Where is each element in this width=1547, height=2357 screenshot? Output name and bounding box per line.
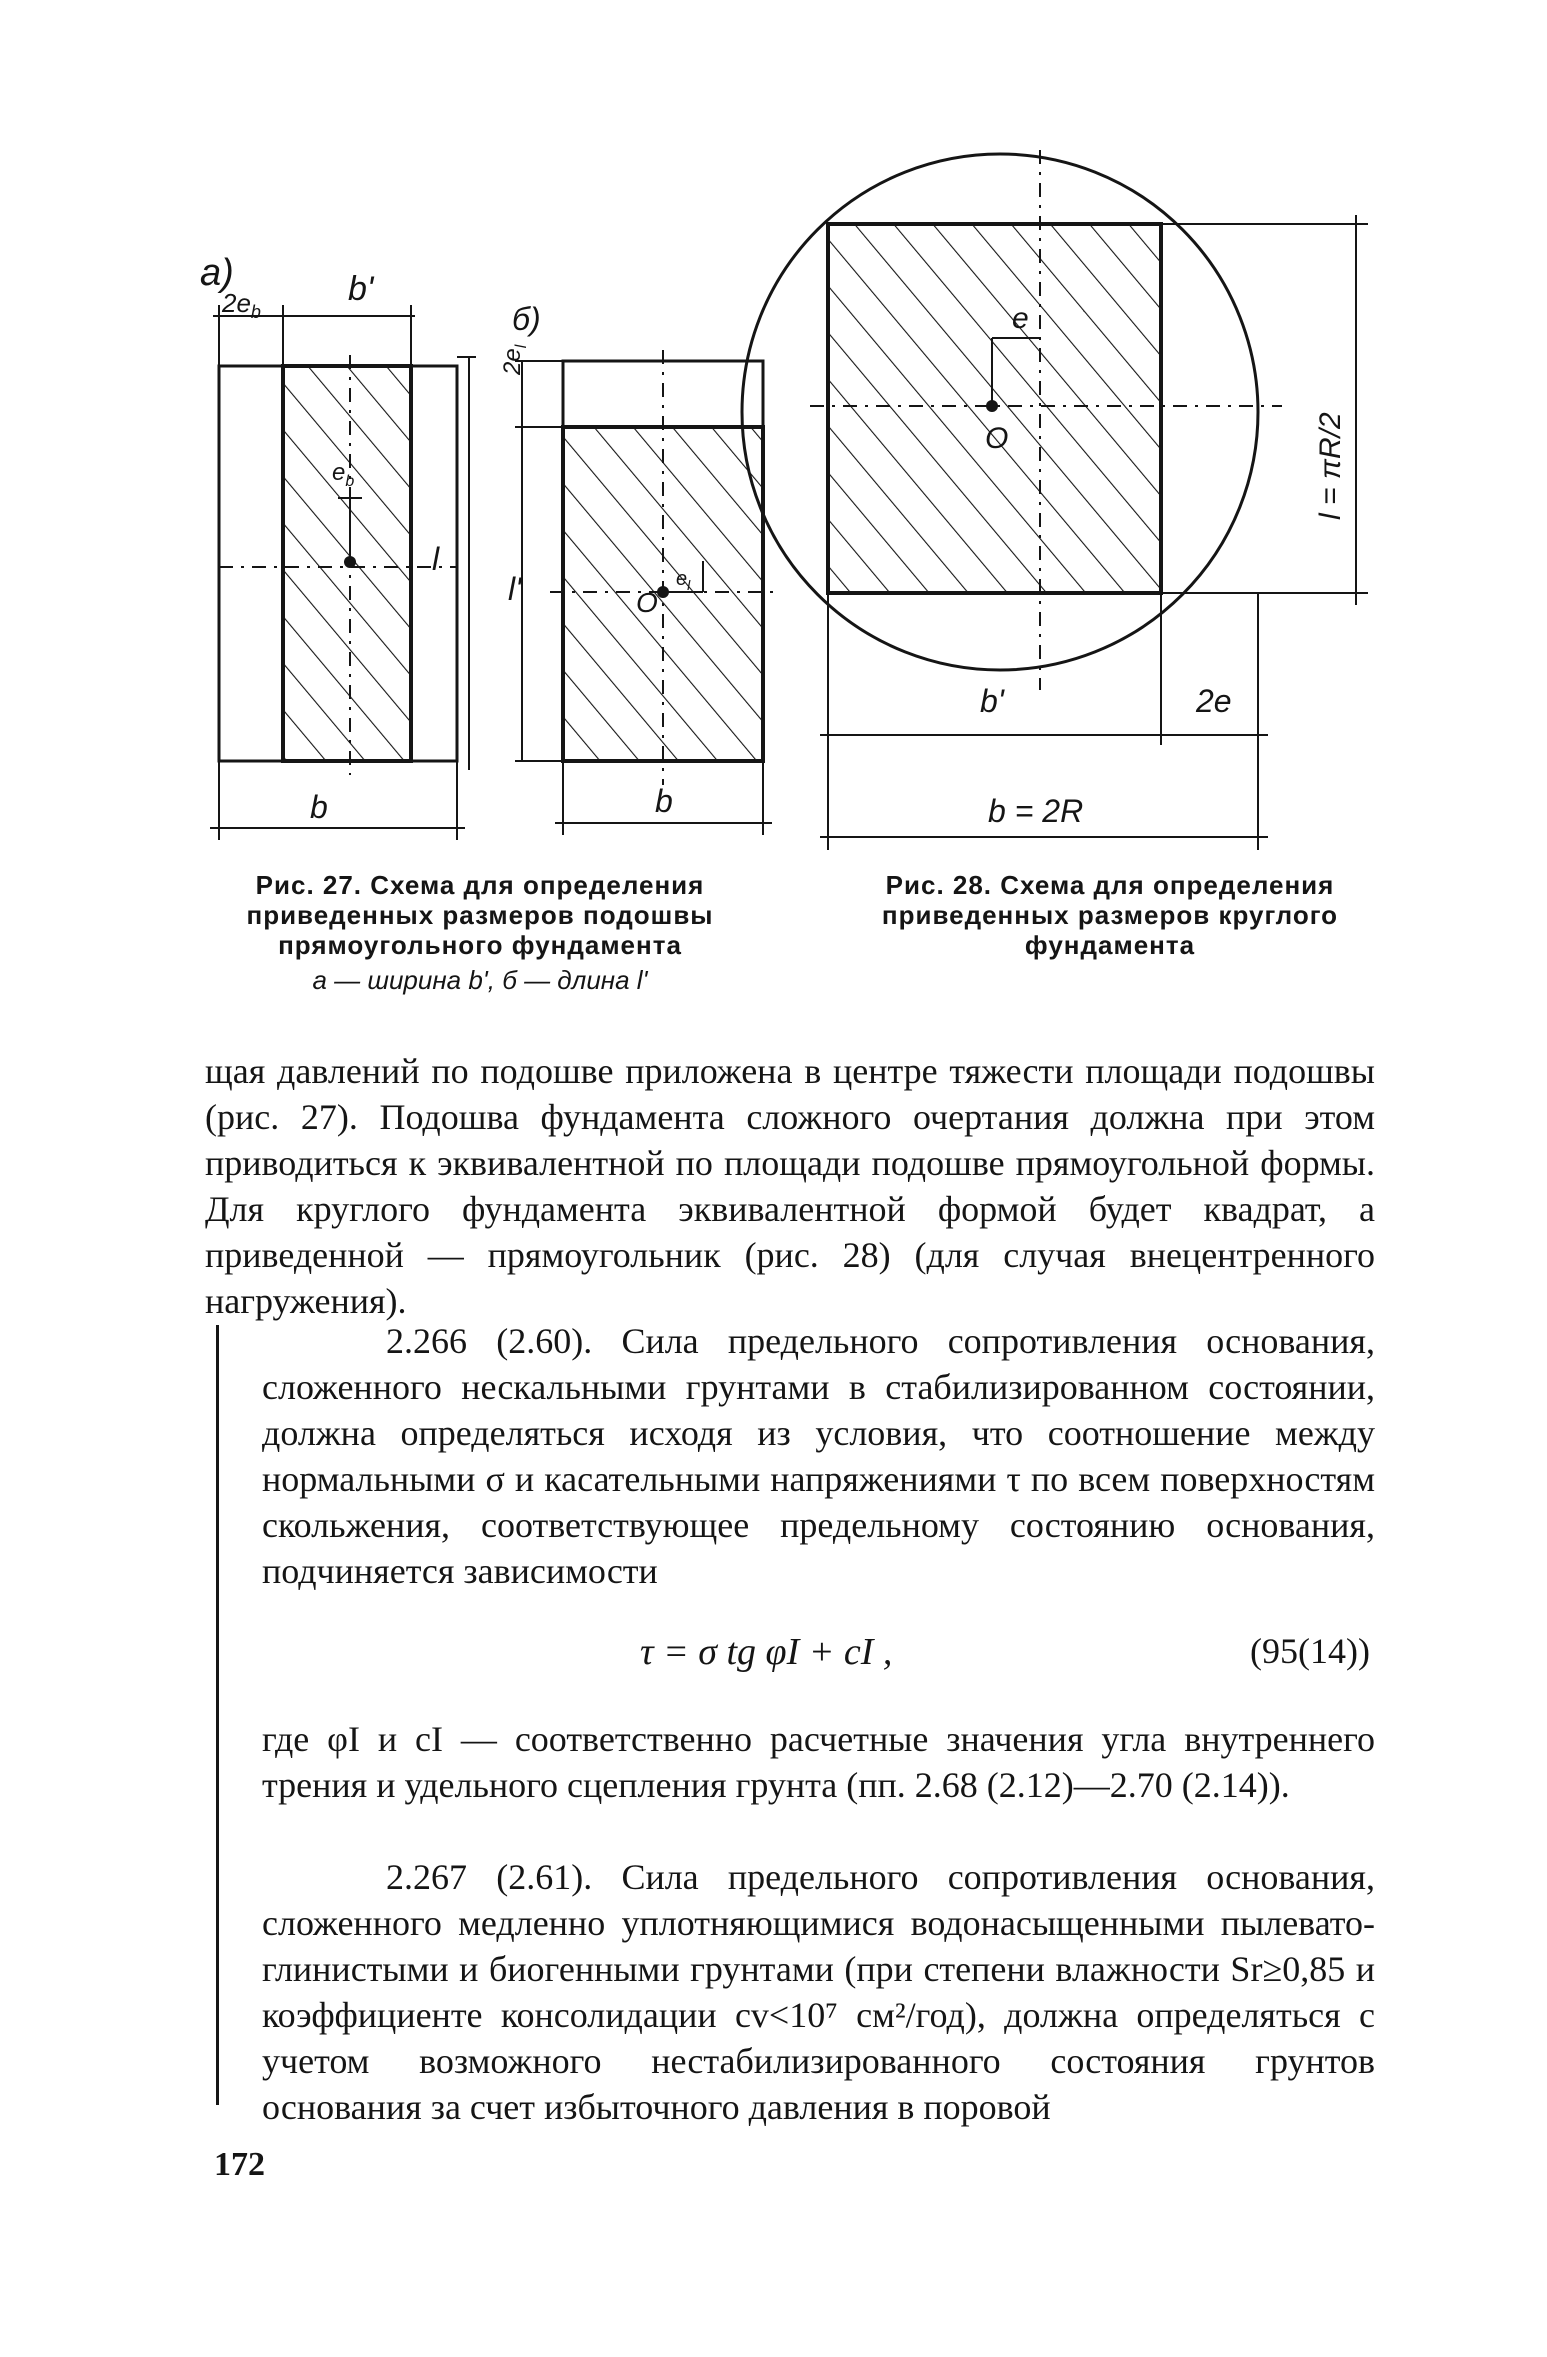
- fig27a-dim-bprime: b': [348, 270, 374, 308]
- fig28-center: O: [985, 422, 1009, 455]
- fig27b-center: O: [636, 587, 658, 618]
- paragraph-continuation: щая давлений по подошве приложена в центре тяжести площади подошвы (рис. 27). Подошва фундамента сложного очертания должна при этом приводиться к эквивалентной по площади подошве прямоугольной формы. Для круглого фундамента эквивалентной формой будет квадрат, а приведенной — прямоугольник (рис. 28) (для случая внецентренного нагружения).: [205, 1051, 1375, 1321]
- fig27a-dim-2eb: $2e_b$: [222, 288, 261, 322]
- change-bar: [216, 1325, 219, 2105]
- fig27a-label: a): [200, 252, 234, 294]
- fig28-dim-e: e: [1012, 302, 1029, 335]
- formula-number: (95(14)): [1250, 1631, 1370, 1671]
- fig27-subcaption: а — ширина b', б — длина l': [312, 965, 648, 995]
- fig27b-dim-b: b: [655, 783, 673, 819]
- fig28-caption: Рис. 28. Схема для определения приведенных размеров круглого фундамента: [881, 870, 1339, 960]
- formula-95: τ = σ tg φI + cI ,: [640, 1631, 893, 1673]
- paragraph-where: где φI и cI — соответственно расчетные значения угла внутреннего трения и удельного сцепления грунта (пп. 2.68 (2.12)—2.70 (2.14)).: [262, 1719, 1375, 1805]
- fig27b-dim-el: $e_l$: [676, 568, 691, 593]
- fig27b-label: б): [512, 301, 541, 337]
- page-number: 172: [214, 2146, 265, 2183]
- fig27-caption: Рис. 27. Схема для определения приведенных размеров подошвы прямоугольного фундамента: [246, 870, 714, 960]
- fig28-dim-l: l = πR/2: [1314, 412, 1347, 520]
- fig28-dim-bprime: b': [980, 683, 1004, 719]
- fig27a-dim-eb: $e_b$: [332, 459, 355, 490]
- fig27a-dim-b: b: [310, 789, 328, 825]
- fig27b-dim-lprime: l': [508, 571, 522, 607]
- fig28-drawing: [742, 150, 1368, 850]
- paragraph-2-266: 2.266 (2.60). Сила предельного сопротивления основания, сложенного нескальными грунтами в стабилизированном состоянии, должна определяться исходя из условия, что соотношение между нормальными σ и касательными напряжениями τ по всем поверхностям скольжения, соответствующее предельному состоянию основания, подчиняется зависимости: [262, 1321, 1375, 1591]
- fig27a-dim-l: l: [432, 541, 440, 577]
- fig27b-dim-2el: $2e_l$: [499, 344, 530, 375]
- fig28-dim-b: b = 2R: [988, 793, 1084, 829]
- paragraph-2-267: 2.267 (2.61). Сила предельного сопротивления основания, сложенного медленно уплотняющимися водонасыщенными пылевато-глинистыми и биогенными грунтами (при степени влажности Sr≥0,85 и коэффициенте консолидации cv<10⁷ см²/год), должна определяться с учетом возможного нестабилизированного состояния грунтов основания за счет избыточного давления в поровой: [262, 1857, 1375, 2127]
- fig28-dim-2e: 2e: [1196, 683, 1232, 719]
